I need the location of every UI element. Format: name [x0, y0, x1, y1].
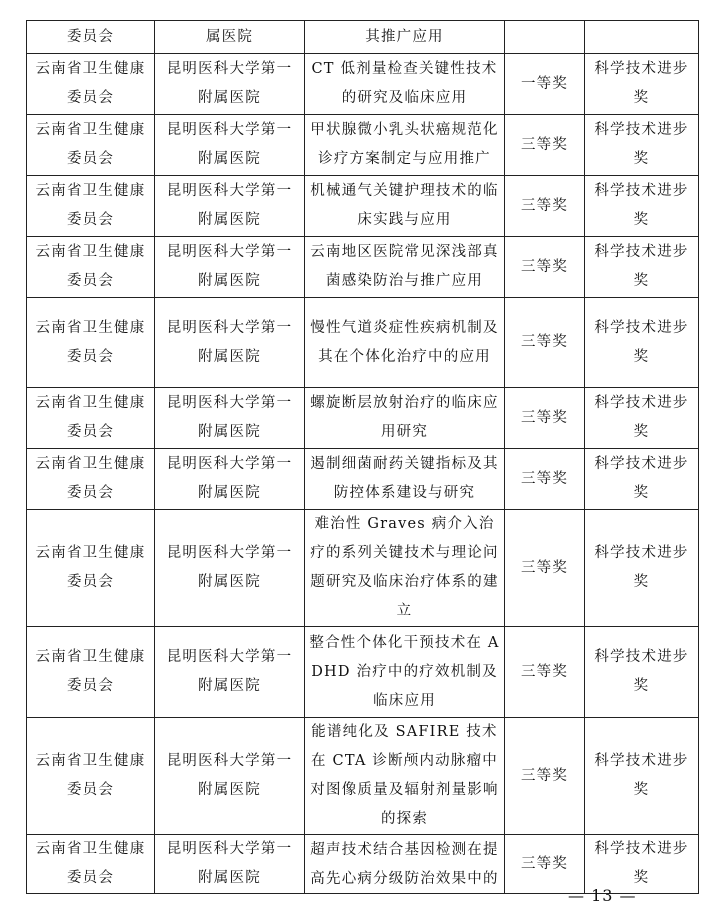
cell-grade — [505, 21, 585, 54]
cell-unit: 云南省卫生健康委员会 — [27, 237, 155, 298]
cell-grade: 一等奖 — [505, 54, 585, 115]
cell-category: 科学技术进步奖 — [585, 298, 699, 388]
cell-hospital: 昆明医科大学第一附属医院 — [155, 298, 305, 388]
cell-project: 整合性个体化干预技术在 ADHD 治疗中的疗效机制及临床应用 — [305, 627, 505, 718]
cell-hospital: 昆明医科大学第一附属医院 — [155, 237, 305, 298]
cell-category: 科学技术进步奖 — [585, 54, 699, 115]
cell-grade: 三等奖 — [505, 115, 585, 176]
cell-category: 科学技术进步奖 — [585, 388, 699, 449]
table-row — [27, 449, 699, 510]
cell-unit: 云南省卫生健康委员会 — [27, 627, 155, 718]
cell-hospital: 昆明医科大学第一附属医院 — [155, 718, 305, 835]
cell-unit: 云南省卫生健康委员会 — [27, 388, 155, 449]
table-row — [27, 835, 699, 894]
cell-project: 慢性气道炎症性疾病机制及其在个体化治疗中的应用 — [305, 298, 505, 388]
cell-hospital: 昆明医科大学第一附属医院 — [155, 115, 305, 176]
cell-unit: 云南省卫生健康委员会 — [27, 835, 155, 894]
cell-grade: 三等奖 — [505, 388, 585, 449]
cell-unit: 云南省卫生健康委员会 — [27, 176, 155, 237]
table-row — [27, 718, 699, 835]
cell-grade: 三等奖 — [505, 176, 585, 237]
cell-category: 科学技术进步奖 — [585, 718, 699, 835]
cell-project: CT 低剂量检查关键性技术的研究及临床应用 — [305, 54, 505, 115]
cell-hospital: 昆明医科大学第一附属医院 — [155, 835, 305, 894]
cell-category: 科学技术进步奖 — [585, 627, 699, 718]
cell-category: 科学技术进步奖 — [585, 835, 699, 894]
cell-project — [305, 835, 505, 894]
cell-hospital: 昆明医科大学第一附属医院 — [155, 388, 305, 449]
cell-unit: 云南省卫生健康委员会 — [27, 510, 155, 627]
table-row — [27, 298, 699, 388]
table-row — [27, 54, 699, 115]
cell-project: 其推广应用 — [305, 21, 505, 54]
cell-unit: 云南省卫生健康委员会 — [27, 115, 155, 176]
cell-category: 科学技术进步奖 — [585, 237, 699, 298]
cell-grade: 三等奖 — [505, 835, 585, 894]
cell-unit: 委员会 — [27, 21, 155, 54]
cell-unit: 云南省卫生健康委员会 — [27, 718, 155, 835]
cell-hospital: 昆明医科大学第一附属医院 — [155, 510, 305, 627]
cell-grade: 三等奖 — [505, 718, 585, 835]
page-number: — 13 — — [568, 886, 637, 905]
cell-unit: 云南省卫生健康委员会 — [27, 449, 155, 510]
cell-grade: 三等奖 — [505, 627, 585, 718]
table-row — [27, 176, 699, 237]
cell-hospital: 昆明医科大学第一附属医院 — [155, 627, 305, 718]
table-row — [27, 627, 699, 718]
cell-hospital: 昆明医科大学第一附属医院 — [155, 449, 305, 510]
cell-project: 螺旋断层放射治疗的临床应用研究 — [305, 388, 505, 449]
cell-hospital: 属医院 — [155, 21, 305, 54]
cell-category: 科学技术进步奖 — [585, 115, 699, 176]
table-row — [27, 388, 699, 449]
cell-category: 科学技术进步奖 — [585, 510, 699, 627]
cell-unit: 云南省卫生健康委员会 — [27, 54, 155, 115]
cell-project: 云南地区医院常见深浅部真菌感染防治与推广应用 — [305, 237, 505, 298]
cell-grade: 三等奖 — [505, 449, 585, 510]
table-row — [27, 237, 699, 298]
cell-project: 甲状腺微小乳头状癌规范化诊疗方案制定与应用推广 — [305, 115, 505, 176]
cell-category: 科学技术进步奖 — [585, 176, 699, 237]
cell-grade: 三等奖 — [505, 298, 585, 388]
cell-project: 遏制细菌耐药关键指标及其防控体系建设与研究 — [305, 449, 505, 510]
table-row-header-continuation — [27, 21, 699, 54]
table-row — [27, 115, 699, 176]
cell-grade: 三等奖 — [505, 510, 585, 627]
cell-project: 能谱纯化及 SAFIRE 技术在 CTA 诊断颅内动脉瘤中对图像质量及辐射剂量影响的探索 — [305, 718, 505, 835]
cell-category — [585, 21, 699, 54]
cell-hospital: 昆明医科大学第一附属医院 — [155, 176, 305, 237]
cell-project: 机械通气关键护理技术的临床实践与应用 — [305, 176, 505, 237]
project-text: 超声技术结合基因检测在提高先心病分级防治效果中的 — [310, 841, 499, 887]
cell-hospital: 昆明医科大学第一附属医院 — [155, 54, 305, 115]
cell-grade: 三等奖 — [505, 237, 585, 298]
table-row — [27, 510, 699, 627]
awards-table — [26, 20, 699, 894]
cell-unit: 云南省卫生健康委员会 — [27, 298, 155, 388]
cell-project: 难治性 Graves 病介入治疗的系列关键技术与理论问题研究及临床治疗体系的建立 — [305, 510, 505, 627]
cell-category: 科学技术进步奖 — [585, 449, 699, 510]
